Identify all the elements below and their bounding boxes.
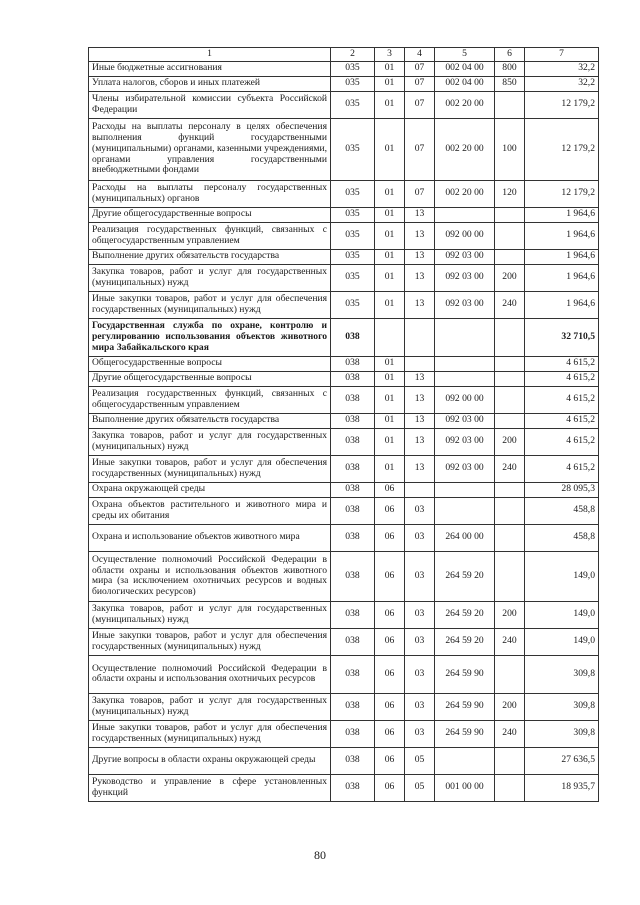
row-code-subsection: 03 bbox=[405, 497, 435, 524]
row-code-target bbox=[435, 371, 495, 386]
row-amount: 4 615,2 bbox=[525, 371, 599, 386]
row-amount: 4 615,2 bbox=[525, 413, 599, 428]
row-code-section: 01 bbox=[375, 291, 405, 318]
header-cell-2: 2 bbox=[331, 48, 375, 62]
row-code-type bbox=[495, 774, 525, 801]
table-header-row bbox=[89, 48, 599, 62]
table-row bbox=[89, 291, 599, 318]
table-row bbox=[89, 318, 599, 356]
row-code-section: 06 bbox=[375, 774, 405, 801]
table-row bbox=[89, 118, 599, 180]
row-code-target: 092 03 00 bbox=[435, 413, 495, 428]
row-code-target: 264 59 90 bbox=[435, 655, 495, 693]
row-code-target: 002 04 00 bbox=[435, 61, 495, 76]
row-code-section: 06 bbox=[375, 693, 405, 720]
row-code-admin: 035 bbox=[331, 118, 375, 180]
row-code-subsection bbox=[405, 482, 435, 497]
row-name: Иные закупки товаров, работ и услуг для обеспечения государственных (муниципальных) нужд bbox=[89, 291, 331, 318]
table-row bbox=[89, 61, 599, 76]
row-code-target: 092 03 00 bbox=[435, 428, 495, 455]
row-code-admin: 038 bbox=[331, 356, 375, 371]
row-code-subsection: 03 bbox=[405, 524, 435, 551]
table-row bbox=[89, 428, 599, 455]
table-row bbox=[89, 774, 599, 801]
row-name: Иные бюджетные ассигнования bbox=[89, 61, 331, 76]
row-code-target: 092 03 00 bbox=[435, 291, 495, 318]
table-row bbox=[89, 628, 599, 655]
row-code-target: 092 00 00 bbox=[435, 386, 495, 413]
row-code-target: 092 03 00 bbox=[435, 455, 495, 482]
row-code-type: 200 bbox=[495, 264, 525, 291]
row-code-target: 264 00 00 bbox=[435, 524, 495, 551]
row-code-type bbox=[495, 356, 525, 371]
row-name: Закупка товаров, работ и услуг для государственных (муниципальных) нужд bbox=[89, 693, 331, 720]
row-amount: 149,0 bbox=[525, 551, 599, 601]
table-row bbox=[89, 720, 599, 747]
row-amount: 32 710,5 bbox=[525, 318, 599, 356]
row-code-section: 06 bbox=[375, 655, 405, 693]
row-code-target: 092 00 00 bbox=[435, 222, 495, 249]
row-code-target: 001 00 00 bbox=[435, 774, 495, 801]
row-code-section: 06 bbox=[375, 720, 405, 747]
row-code-admin: 038 bbox=[331, 455, 375, 482]
table-row bbox=[89, 482, 599, 497]
row-code-subsection: 03 bbox=[405, 601, 435, 628]
row-code-subsection: 13 bbox=[405, 428, 435, 455]
row-name: Иные закупки товаров, работ и услуг для обеспечения государственных (муниципальных) нужд bbox=[89, 720, 331, 747]
row-code-section: 01 bbox=[375, 356, 405, 371]
row-code-subsection bbox=[405, 356, 435, 371]
row-code-section bbox=[375, 318, 405, 356]
row-name: Охрана объектов растительного и животного мира и среды их обитания bbox=[89, 497, 331, 524]
row-name: Закупка товаров, работ и услуг для государственных (муниципальных) нужд bbox=[89, 264, 331, 291]
row-code-admin: 035 bbox=[331, 291, 375, 318]
row-code-section: 01 bbox=[375, 222, 405, 249]
budget-table bbox=[88, 47, 599, 802]
row-amount: 1 964,6 bbox=[525, 207, 599, 222]
row-code-section: 01 bbox=[375, 413, 405, 428]
row-code-type: 850 bbox=[495, 76, 525, 91]
row-code-target: 002 20 00 bbox=[435, 180, 495, 207]
row-code-type: 240 bbox=[495, 291, 525, 318]
table-row bbox=[89, 371, 599, 386]
row-code-section: 06 bbox=[375, 497, 405, 524]
table-row bbox=[89, 76, 599, 91]
row-code-admin: 038 bbox=[331, 524, 375, 551]
row-code-target: 092 03 00 bbox=[435, 264, 495, 291]
header-cell-6: 6 bbox=[495, 48, 525, 62]
row-code-admin: 035 bbox=[331, 264, 375, 291]
row-name: Охрана окружающей среды bbox=[89, 482, 331, 497]
row-code-section: 06 bbox=[375, 628, 405, 655]
row-name: Расходы на выплаты персоналу в целях обеспечения выполнения функций государственными (муниципальными) органами, казенными учреждениями, органами управления государственными внебюджетными фондами bbox=[89, 118, 331, 180]
row-code-type bbox=[495, 551, 525, 601]
row-amount: 27 636,5 bbox=[525, 747, 599, 774]
row-code-target bbox=[435, 318, 495, 356]
row-amount: 4 615,2 bbox=[525, 386, 599, 413]
row-code-section: 01 bbox=[375, 61, 405, 76]
row-amount: 12 179,2 bbox=[525, 180, 599, 207]
table-row bbox=[89, 497, 599, 524]
row-code-admin: 035 bbox=[331, 249, 375, 264]
row-amount: 309,8 bbox=[525, 720, 599, 747]
row-amount: 149,0 bbox=[525, 628, 599, 655]
row-code-subsection: 13 bbox=[405, 386, 435, 413]
row-code-section: 06 bbox=[375, 601, 405, 628]
row-code-subsection: 03 bbox=[405, 693, 435, 720]
row-amount: 1 964,6 bbox=[525, 291, 599, 318]
row-name: Расходы на выплаты персоналу государственных (муниципальных) органов bbox=[89, 180, 331, 207]
row-code-admin: 038 bbox=[331, 428, 375, 455]
row-name: Иные закупки товаров, работ и услуг для обеспечения государственных (муниципальных) нужд bbox=[89, 628, 331, 655]
row-code-admin: 038 bbox=[331, 774, 375, 801]
row-code-subsection: 07 bbox=[405, 91, 435, 118]
row-code-type: 120 bbox=[495, 180, 525, 207]
row-code-section: 01 bbox=[375, 371, 405, 386]
row-code-target: 264 59 90 bbox=[435, 720, 495, 747]
header-cell-5: 5 bbox=[435, 48, 495, 62]
row-code-type bbox=[495, 371, 525, 386]
row-name: Другие общегосударственные вопросы bbox=[89, 207, 331, 222]
row-name: Выполнение других обязательств государства bbox=[89, 413, 331, 428]
row-code-subsection: 13 bbox=[405, 222, 435, 249]
table-row bbox=[89, 91, 599, 118]
row-code-admin: 038 bbox=[331, 386, 375, 413]
row-code-section: 06 bbox=[375, 482, 405, 497]
row-code-type bbox=[495, 91, 525, 118]
row-code-type bbox=[495, 413, 525, 428]
row-code-type: 240 bbox=[495, 720, 525, 747]
row-amount: 4 615,2 bbox=[525, 455, 599, 482]
table-row bbox=[89, 693, 599, 720]
row-name: Другие общегосударственные вопросы bbox=[89, 371, 331, 386]
row-code-section: 01 bbox=[375, 118, 405, 180]
row-code-admin: 035 bbox=[331, 91, 375, 118]
row-amount: 1 964,6 bbox=[525, 264, 599, 291]
row-amount: 12 179,2 bbox=[525, 91, 599, 118]
row-code-target bbox=[435, 482, 495, 497]
row-code-section: 01 bbox=[375, 180, 405, 207]
row-code-subsection: 13 bbox=[405, 264, 435, 291]
row-code-target bbox=[435, 497, 495, 524]
row-code-section: 01 bbox=[375, 91, 405, 118]
row-code-type bbox=[495, 524, 525, 551]
row-code-section: 01 bbox=[375, 76, 405, 91]
row-code-admin: 038 bbox=[331, 482, 375, 497]
row-code-section: 01 bbox=[375, 386, 405, 413]
row-name: Осуществление полномочий Российской Федерации в области охраны и использования охотничьих ресурсов bbox=[89, 655, 331, 693]
row-code-subsection: 13 bbox=[405, 455, 435, 482]
row-code-target bbox=[435, 207, 495, 222]
row-code-subsection: 07 bbox=[405, 61, 435, 76]
row-code-subsection: 13 bbox=[405, 207, 435, 222]
row-code-target: 264 59 90 bbox=[435, 693, 495, 720]
row-code-admin: 035 bbox=[331, 222, 375, 249]
row-code-admin: 038 bbox=[331, 747, 375, 774]
table-row bbox=[89, 386, 599, 413]
row-code-type bbox=[495, 207, 525, 222]
row-code-subsection: 13 bbox=[405, 249, 435, 264]
row-code-subsection bbox=[405, 318, 435, 356]
row-amount: 28 095,3 bbox=[525, 482, 599, 497]
row-amount: 12 179,2 bbox=[525, 118, 599, 180]
row-name: Реализация государственных функций, связанных с общегосударственным управлением bbox=[89, 386, 331, 413]
row-code-subsection: 03 bbox=[405, 628, 435, 655]
table-row bbox=[89, 249, 599, 264]
row-code-type: 240 bbox=[495, 628, 525, 655]
row-code-target: 264 59 20 bbox=[435, 601, 495, 628]
row-code-section: 01 bbox=[375, 428, 405, 455]
row-code-section: 06 bbox=[375, 747, 405, 774]
page-number: 80 bbox=[314, 848, 326, 862]
row-code-admin: 038 bbox=[331, 693, 375, 720]
row-code-admin: 035 bbox=[331, 180, 375, 207]
row-code-section: 01 bbox=[375, 207, 405, 222]
row-code-target bbox=[435, 356, 495, 371]
row-name: Иные закупки товаров, работ и услуг для обеспечения государственных (муниципальных) нужд bbox=[89, 455, 331, 482]
row-code-type: 200 bbox=[495, 693, 525, 720]
row-code-section: 01 bbox=[375, 455, 405, 482]
row-name: Реализация государственных функций, связанных с общегосударственным управлением bbox=[89, 222, 331, 249]
row-code-admin: 038 bbox=[331, 318, 375, 356]
row-name: Осуществление полномочий Российской Федерации в области охраны и использования объектов животного мира (за исключением охотничьих ресурсов и водных биологических ресурсов) bbox=[89, 551, 331, 601]
table-row bbox=[89, 455, 599, 482]
row-name: Члены избирательной комиссии субъекта Российской Федерации bbox=[89, 91, 331, 118]
row-amount: 32,2 bbox=[525, 76, 599, 91]
row-code-subsection: 13 bbox=[405, 371, 435, 386]
row-code-type bbox=[495, 655, 525, 693]
row-amount: 458,8 bbox=[525, 524, 599, 551]
row-code-subsection: 03 bbox=[405, 720, 435, 747]
row-code-admin: 035 bbox=[331, 207, 375, 222]
row-code-type: 200 bbox=[495, 428, 525, 455]
header-cell-4: 4 bbox=[405, 48, 435, 62]
row-code-target: 002 20 00 bbox=[435, 91, 495, 118]
table-row bbox=[89, 180, 599, 207]
row-code-type bbox=[495, 318, 525, 356]
row-code-admin: 038 bbox=[331, 413, 375, 428]
row-name: Закупка товаров, работ и услуг для государственных (муниципальных) нужд bbox=[89, 428, 331, 455]
row-code-subsection: 07 bbox=[405, 118, 435, 180]
row-amount: 309,8 bbox=[525, 655, 599, 693]
table-row bbox=[89, 222, 599, 249]
row-code-type: 800 bbox=[495, 61, 525, 76]
row-code-section: 06 bbox=[375, 551, 405, 601]
row-code-admin: 035 bbox=[331, 61, 375, 76]
row-code-type bbox=[495, 497, 525, 524]
row-code-type bbox=[495, 482, 525, 497]
row-code-type bbox=[495, 222, 525, 249]
row-name: Государственная служба по охране, контролю и регулированию использования объектов животного мира Забайкальского края bbox=[89, 318, 331, 356]
row-amount: 18 935,7 bbox=[525, 774, 599, 801]
row-code-subsection: 05 bbox=[405, 774, 435, 801]
row-code-target: 002 20 00 bbox=[435, 118, 495, 180]
header-cell-7: 7 bbox=[525, 48, 599, 62]
row-code-target: 264 59 20 bbox=[435, 628, 495, 655]
table-row bbox=[89, 655, 599, 693]
table-row bbox=[89, 356, 599, 371]
row-amount: 149,0 bbox=[525, 601, 599, 628]
row-code-subsection: 05 bbox=[405, 747, 435, 774]
row-code-admin: 035 bbox=[331, 76, 375, 91]
row-amount: 32,2 bbox=[525, 61, 599, 76]
table-body bbox=[89, 48, 599, 802]
row-code-subsection: 07 bbox=[405, 76, 435, 91]
table-row bbox=[89, 747, 599, 774]
row-name: Уплата налогов, сборов и иных платежей bbox=[89, 76, 331, 91]
row-name: Закупка товаров, работ и услуг для государственных (муниципальных) нужд bbox=[89, 601, 331, 628]
row-code-type: 240 bbox=[495, 455, 525, 482]
row-code-section: 06 bbox=[375, 524, 405, 551]
row-name: Охрана и использование объектов животного мира bbox=[89, 524, 331, 551]
table-row bbox=[89, 524, 599, 551]
row-code-target: 264 59 20 bbox=[435, 551, 495, 601]
row-code-subsection: 13 bbox=[405, 291, 435, 318]
row-name: Общегосударственные вопросы bbox=[89, 356, 331, 371]
row-code-admin: 038 bbox=[331, 371, 375, 386]
row-code-type bbox=[495, 747, 525, 774]
row-amount: 4 615,2 bbox=[525, 428, 599, 455]
row-code-section: 01 bbox=[375, 249, 405, 264]
row-code-admin: 038 bbox=[331, 628, 375, 655]
row-code-target: 092 03 00 bbox=[435, 249, 495, 264]
row-name: Выполнение других обязательств государства bbox=[89, 249, 331, 264]
row-amount: 309,8 bbox=[525, 693, 599, 720]
row-code-target bbox=[435, 747, 495, 774]
table-row bbox=[89, 207, 599, 222]
row-code-subsection: 13 bbox=[405, 413, 435, 428]
row-code-subsection: 07 bbox=[405, 180, 435, 207]
row-code-admin: 038 bbox=[331, 720, 375, 747]
row-name: Руководство и управление в сфере установленных функций bbox=[89, 774, 331, 801]
table-row bbox=[89, 264, 599, 291]
header-cell-1: 1 bbox=[89, 48, 331, 62]
row-code-admin: 038 bbox=[331, 497, 375, 524]
row-amount: 1 964,6 bbox=[525, 222, 599, 249]
row-amount: 4 615,2 bbox=[525, 356, 599, 371]
table-row bbox=[89, 601, 599, 628]
row-code-type bbox=[495, 249, 525, 264]
table-row bbox=[89, 551, 599, 601]
row-code-subsection: 03 bbox=[405, 655, 435, 693]
row-code-type: 200 bbox=[495, 601, 525, 628]
header-cell-3: 3 bbox=[375, 48, 405, 62]
row-code-subsection: 03 bbox=[405, 551, 435, 601]
row-amount: 1 964,6 bbox=[525, 249, 599, 264]
row-code-type: 100 bbox=[495, 118, 525, 180]
row-amount: 458,8 bbox=[525, 497, 599, 524]
row-code-admin: 038 bbox=[331, 601, 375, 628]
row-code-target: 002 04 00 bbox=[435, 76, 495, 91]
table-row bbox=[89, 413, 599, 428]
row-code-section: 01 bbox=[375, 264, 405, 291]
row-code-admin: 038 bbox=[331, 551, 375, 601]
row-name: Другие вопросы в области охраны окружающей среды bbox=[89, 747, 331, 774]
row-code-admin: 038 bbox=[331, 655, 375, 693]
row-code-type bbox=[495, 386, 525, 413]
